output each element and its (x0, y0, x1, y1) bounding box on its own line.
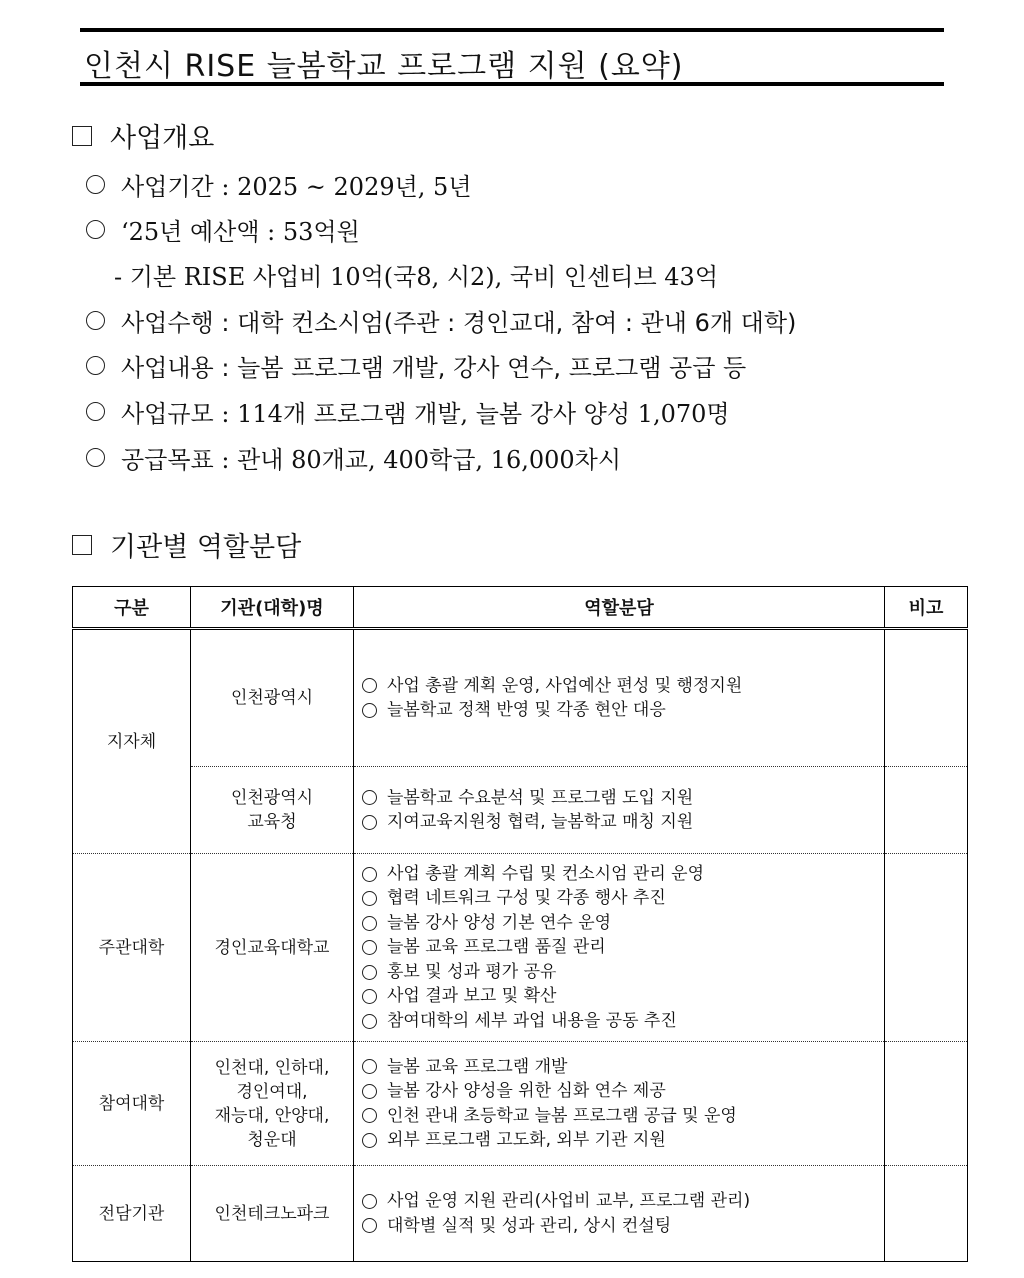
list-item: 늘봄학교 정책 반영 및 각종 현안 대응 (362, 698, 884, 723)
table-row (73, 1042, 968, 1166)
list-item: 대학별 실적 및 성과 관리, 상시 컨설팅 (362, 1214, 884, 1239)
role-cell (354, 854, 885, 1042)
page-title: 인천시 RISE 늘봄학교 프로그램 지원 (요약) (84, 49, 684, 84)
list-item: 협력 네트워크 구성 및 각종 행사 추진 (362, 886, 884, 911)
list-item: 늘봄학교 수요분석 및 프로그램 도입 지원 (362, 786, 884, 811)
circle-bullet-icon (86, 175, 105, 194)
institution-cell: 인천테크노파크 (191, 1166, 354, 1262)
circle-bullet-icon (362, 1084, 377, 1099)
overview-item-execution (86, 303, 796, 338)
list-item: 외부 프로그램 고도화, 외부 기관 지원 (362, 1128, 884, 1153)
table-row (73, 767, 968, 854)
circle-bullet-icon (86, 220, 105, 239)
circle-bullet-icon (362, 1133, 377, 1148)
header-institution: 기관(대학)명 (191, 587, 354, 629)
list-item: 인천 관내 초등학교 늘봄 프로그램 공급 및 운영 (362, 1104, 884, 1129)
list-item: 늘봄 교육 프로그램 개발 (362, 1055, 884, 1080)
circle-bullet-icon (362, 965, 377, 980)
table-row (73, 629, 968, 767)
note-cell (885, 1166, 968, 1262)
list-item: 사업 총괄 계획 수립 및 컨소시엄 관리 운영 (362, 862, 884, 887)
circle-bullet-icon (362, 703, 377, 718)
header-note: 비고 (885, 587, 968, 629)
square-bullet-icon (72, 126, 92, 146)
list-item: 사업 결과 보고 및 확산 (362, 984, 884, 1009)
circle-bullet-icon (86, 356, 105, 375)
circle-bullet-icon (86, 311, 105, 330)
header-category: 구분 (73, 587, 191, 629)
circle-bullet-icon (86, 402, 105, 421)
list-item: 지여교육지원청 협력, 늘봄학교 매칭 지원 (362, 810, 884, 835)
note-cell (885, 854, 968, 1042)
category-cell: 지자체 (73, 629, 191, 854)
list-item: 홍보 및 성과 평가 공유 (362, 960, 884, 985)
roles-table (72, 586, 968, 1262)
list-item: 늘봄 교육 프로그램 품질 관리 (362, 935, 884, 960)
overview-item-scale (86, 394, 730, 429)
square-bullet-icon (72, 535, 92, 555)
role-cell (354, 1042, 885, 1166)
role-cell (354, 629, 885, 767)
section-roles (72, 525, 301, 564)
circle-bullet-icon (362, 1218, 377, 1233)
overview-item-text: 사업규모 : 114개 프로그램 개발, 늘봄 강사 양성 1,070명 (121, 400, 730, 428)
institution-cell: 인천대, 인하대, 경인여대, 재능대, 안양대, 청운대 (191, 1042, 354, 1166)
note-cell (885, 767, 968, 854)
table-row (73, 1166, 968, 1262)
circle-bullet-icon (362, 815, 377, 830)
institution-cell: 인천광역시 교육청 (191, 767, 354, 854)
circle-bullet-icon (362, 891, 377, 906)
list-item: 참여대학의 세부 과업 내용을 공동 추진 (362, 1009, 884, 1034)
circle-bullet-icon (362, 1194, 377, 1209)
category-cell: 주관대학 (73, 854, 191, 1042)
circle-bullet-icon (362, 867, 377, 882)
circle-bullet-icon (362, 916, 377, 931)
category-cell: 전담기관 (73, 1166, 191, 1262)
table-row (73, 854, 968, 1042)
list-item: 사업 총괄 계획 운영, 사업예산 편성 및 행정지원 (362, 674, 884, 699)
category-cell: 참여대학 (73, 1042, 191, 1166)
role-cell (354, 767, 885, 854)
overview-item-budget (86, 212, 360, 247)
circle-bullet-icon (362, 678, 377, 693)
header-role: 역할분담 (354, 587, 885, 629)
circle-bullet-icon (86, 448, 105, 467)
circle-bullet-icon (362, 1108, 377, 1123)
overview-item-text: ‘25년 예산액 : 53억원 (121, 218, 360, 246)
list-item: 늘봄 강사 양성 기본 연수 운영 (362, 911, 884, 936)
circle-bullet-icon (362, 790, 377, 805)
overview-item-text: 공급목표 : 관내 80개교, 400학급, 16,000차시 (121, 446, 622, 474)
note-cell (885, 1042, 968, 1166)
institution-cell: 인천광역시 (191, 629, 354, 767)
overview-item-period (86, 167, 472, 202)
circle-bullet-icon (362, 940, 377, 955)
budget-detail: - 기본 RISE 사업비 10억(국8, 시2), 국비 인센티브 43억 (114, 263, 719, 291)
overview-heading: 사업개요 (110, 123, 215, 154)
overview-item-target (86, 440, 621, 475)
roles-heading: 기관별 역할분담 (110, 532, 302, 563)
list-item: 늘봄 강사 양성을 위한 심화 연수 제공 (362, 1079, 884, 1104)
overview-item-text: 사업수행 : 대학 컨소시엄(주관 : 경인교대, 참여 : 관내 6개 대학) (121, 309, 797, 337)
institution-cell: 경인교육대학교 (191, 854, 354, 1042)
section-overview (72, 116, 214, 155)
table-header-row (73, 587, 968, 629)
role-cell (354, 1166, 885, 1262)
list-item: 사업 운영 지원 관리(사업비 교부, 프로그램 관리) (362, 1189, 884, 1214)
circle-bullet-icon (362, 1014, 377, 1029)
circle-bullet-icon (362, 1059, 377, 1074)
overview-item-content (86, 348, 746, 383)
circle-bullet-icon (362, 989, 377, 1004)
overview-item-text: 사업내용 : 늘봄 프로그램 개발, 강사 연수, 프로그램 공급 등 (121, 354, 747, 382)
note-cell (885, 629, 968, 767)
title-box (80, 28, 944, 86)
overview-item-text: 사업기간 : 2025 ~ 2029년, 5년 (121, 173, 472, 201)
